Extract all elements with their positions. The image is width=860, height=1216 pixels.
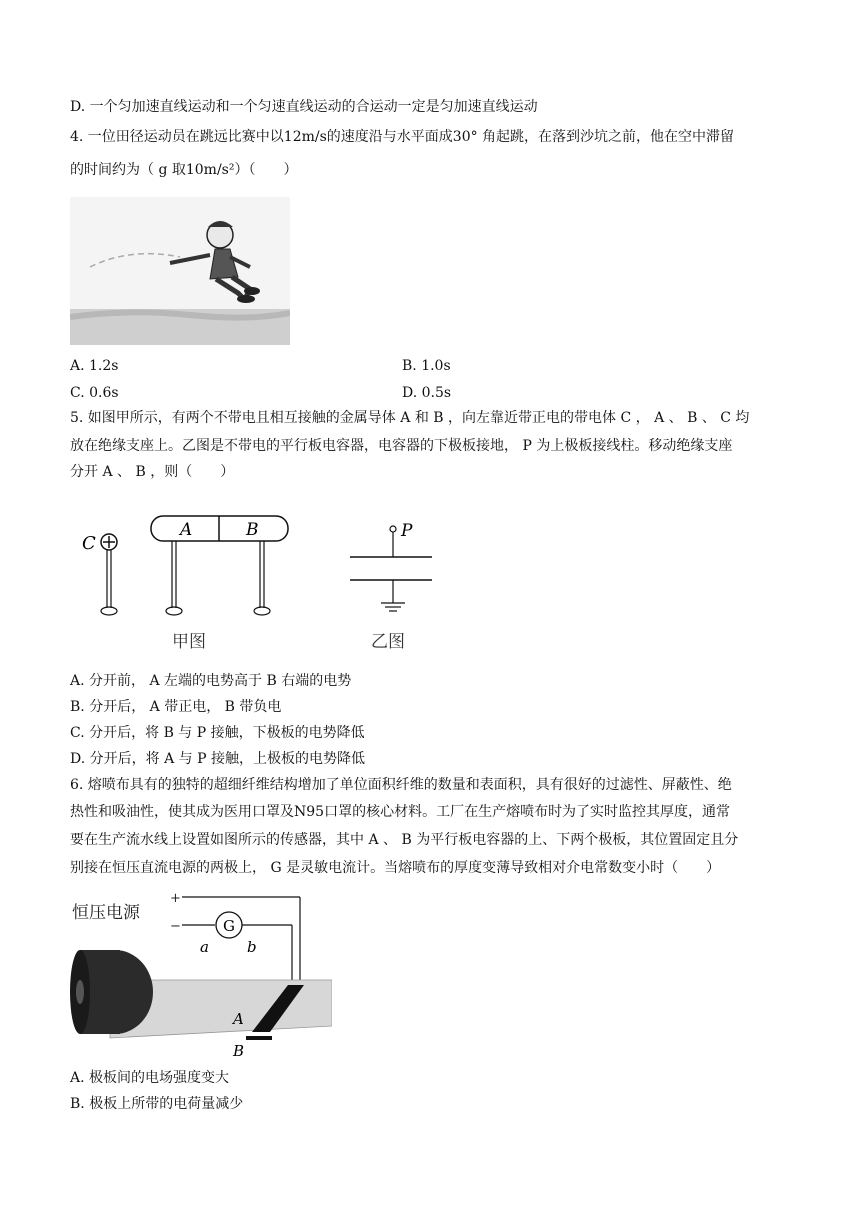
- q6-option-b: B. 极板上所带的电荷量减少: [70, 1096, 244, 1112]
- q6-stem-line1: 6. 熔喷布具有的独特的超细纤维结构增加了单位面积纤维的数量和表面积，具有很好的过滤性、屏蔽性、绝: [70, 777, 732, 793]
- caption-jia: 甲图: [172, 632, 206, 652]
- q5-stem-line2: 放在绝缘支座上。乙图是不带电的平行板电容器，电容器的下极板接地， P 为上极板接线柱。移动绝缘支座: [70, 438, 733, 454]
- terminal-b: b: [247, 938, 257, 956]
- label-b: B: [246, 520, 259, 540]
- label-p: P: [401, 521, 413, 541]
- plus-sign: +: [170, 891, 181, 906]
- label-a: A: [180, 520, 193, 540]
- q5-option-a: A. 分开前， A 左端的电势高于 B 右端的电势: [70, 673, 352, 689]
- q5-stem-line3: 分开 A 、 B ，则（ ）: [70, 464, 235, 480]
- q4-option-a: A. 1.2s: [70, 358, 119, 374]
- minus-sign: −: [170, 919, 181, 934]
- q4-stem-line1: 4. 一位田径运动员在跳远比赛中以12m/s的速度沿与水平面成30° 角起跳，在落到沙坑之前，他在空中滞留: [70, 129, 735, 145]
- q5-stem-line1: 5. 如图甲所示，有两个不带电且相互接触的金属导体 A 和 B ，向左靠近带正电的带电体 C ， A 、 B 、 C 均: [70, 410, 750, 426]
- q6-sensor-figure: [70, 888, 332, 1063]
- q5-option-b: B. 分开后， A 带正电， B 带负电: [70, 699, 282, 715]
- q6-stem-line3: 要在生产流水线上设置如图所示的传感器，其中 A 、 B 为平行板电容器的上、下两个极板，其位置固定且分: [70, 832, 739, 848]
- q5-option-c: C. 分开后，将 B 与 P 接触，下极板的电势降低: [70, 725, 365, 741]
- q3-option-d: D. 一个匀加速直线运动和一个匀速直线运动的合运动一定是匀加速直线运动: [70, 99, 538, 115]
- galvanometer-label: G: [223, 917, 235, 935]
- q5-option-d: D. 分开后，将 A 与 P 接触，上极板的电势降低: [70, 751, 365, 767]
- plate-b: [246, 1036, 272, 1040]
- terminal-a: a: [200, 938, 209, 956]
- q4-stem-line2: 的时间约为（ g 取10m/s²）（ ）: [70, 162, 298, 178]
- q6-stem-line2: 热性和吸油性，使其成为医用口罩及N95口罩的核心材料。工厂在生产熔喷布时为了实时监控其厚度，通常: [70, 804, 731, 820]
- q4-option-b: B. 1.0s: [402, 358, 451, 374]
- caption-yi: 乙图: [371, 632, 405, 652]
- q6-option-a: A. 极板间的电场强度变大: [70, 1070, 230, 1086]
- label-c: C: [82, 533, 96, 554]
- plate-a-label: A: [233, 1010, 244, 1028]
- q4-option-d: D. 0.5s: [402, 385, 452, 401]
- plate-b-label: B: [233, 1042, 245, 1060]
- power-source-label: 恒压电源: [72, 903, 140, 923]
- q6-stem-line4: 别接在恒压直流电源的两极上， G 是灵敏电流计。当熔喷布的厚度变薄导致相对介电常数变小时（ ）: [70, 860, 721, 876]
- q4-option-c: C. 0.6s: [70, 385, 119, 401]
- q5-figure: [70, 505, 450, 660]
- long-jump-illustration: [70, 197, 290, 345]
